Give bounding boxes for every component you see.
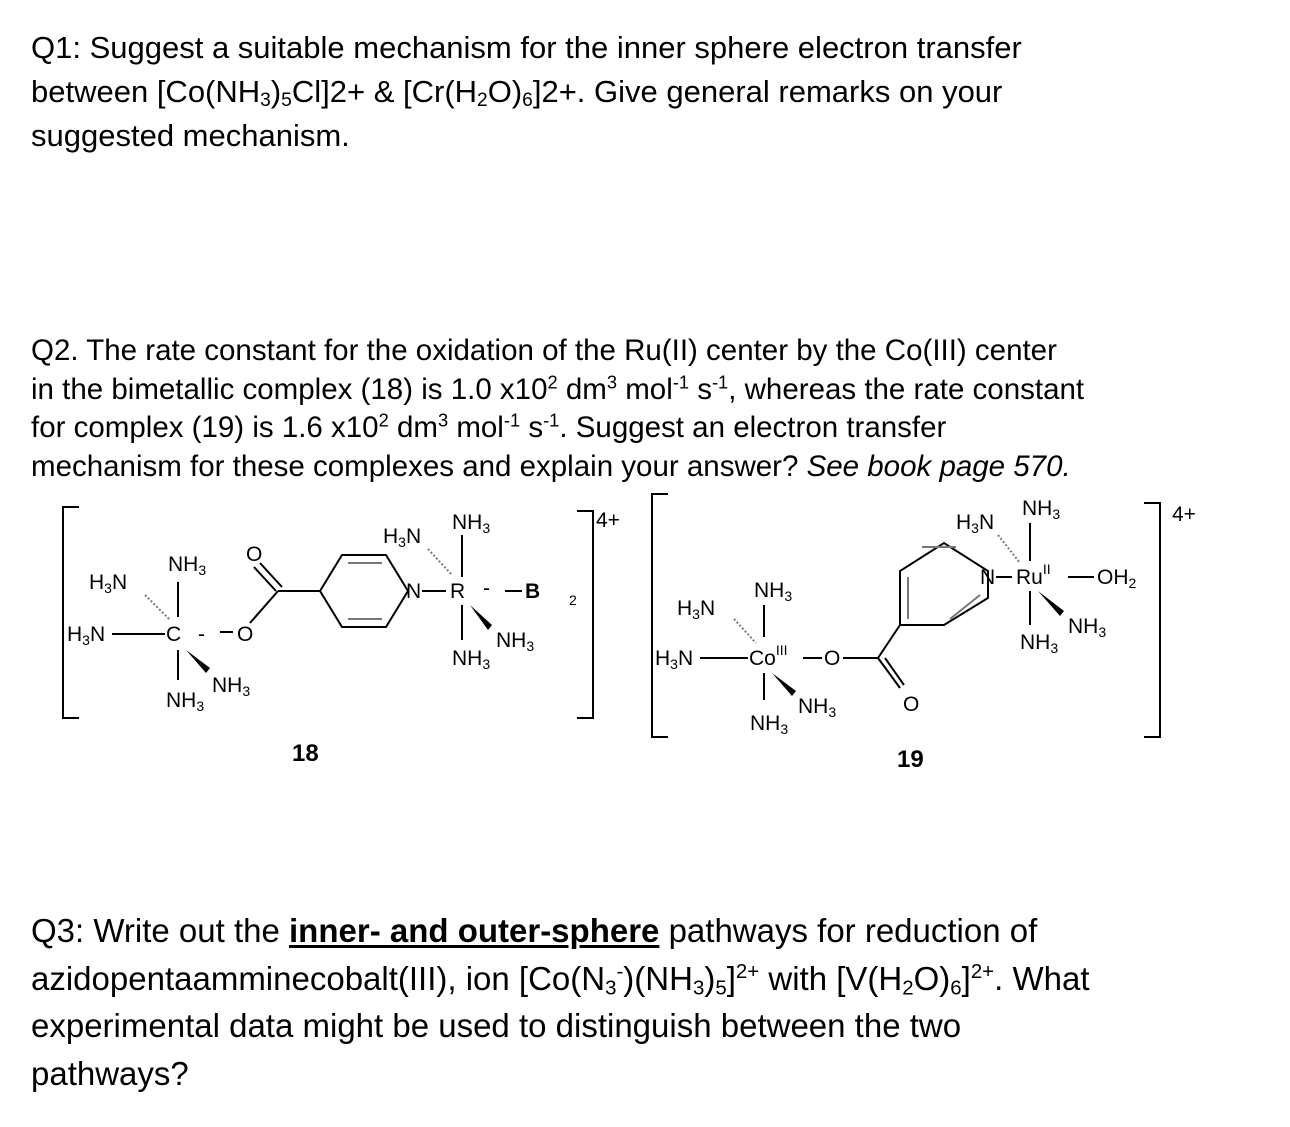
- q3-line-2: [31, 955, 1231, 1003]
- bond: [950, 595, 980, 619]
- complex-19-structure: [652, 494, 1196, 773]
- bracket-right-19: [1144, 503, 1160, 737]
- q1-text: Cl]2+ & [Cr(H: [291, 74, 478, 109]
- q3-superscript: 2+: [735, 959, 760, 983]
- q2-text: mechanism for these complexes and explain your answer?: [31, 449, 807, 483]
- q2-superscript: 2: [547, 370, 558, 392]
- q2-text: , whereas the rate constant: [728, 372, 1085, 406]
- question-3: [31, 907, 1231, 1097]
- q2-line-1: Q2. The rate constant for the oxidation of the Ru(II) center by the Co(III) center: [31, 334, 1057, 367]
- q3-text: pathways for reduction of: [659, 912, 1038, 949]
- bracket-right-18: [577, 511, 593, 718]
- q3-emphasis: inner- and outer-sphere: [289, 912, 660, 949]
- aqua-ligand-19: OH2: [1097, 566, 1137, 591]
- book-reference: See book page 570.: [806, 449, 1071, 483]
- oxygen-carbonyl-19: O: [903, 693, 920, 716]
- q3-line-1: [31, 907, 1231, 955]
- q1-subscript: 5: [281, 90, 292, 112]
- q2-superscript: -1: [672, 370, 690, 392]
- q2-text: dm: [388, 411, 438, 444]
- q1-subscript: 6: [522, 90, 533, 112]
- h3n-ru-19: H3N: [956, 511, 995, 536]
- q2-text: s: [689, 372, 712, 406]
- q3-superscript: 2+: [970, 959, 995, 983]
- q3-text: with [V(H: [759, 959, 903, 997]
- q2-text: s: [520, 411, 544, 444]
- q2-superscript: -1: [543, 409, 560, 431]
- q3-line-3: experimental data might be used to distinguish between the two: [31, 1007, 962, 1044]
- nh3-wedge-18: NH3: [212, 674, 251, 699]
- h3n-lower-18: H3N: [67, 623, 106, 648]
- bond: [260, 563, 282, 587]
- nh3-ru-wedge-19: NH3: [1068, 615, 1107, 640]
- q2-superscript: 3: [437, 409, 449, 431]
- q1-line-1: Q1: Suggest a suitable mechanism for the inner sphere electron transfer: [31, 30, 1022, 65]
- q1-text: O): [487, 74, 523, 109]
- complex-18-structure: [63, 507, 620, 767]
- wedge-bond: [772, 673, 796, 696]
- chemical-structures-figure: [0, 485, 1290, 785]
- q2-text: dm: [557, 372, 607, 406]
- q3-text: )(NH: [623, 959, 693, 997]
- q2-line-4: [31, 448, 1266, 487]
- q2-superscript: 3: [606, 370, 618, 392]
- nh3-bottom-19: NH3: [750, 712, 789, 737]
- ligand-b-18: B: [525, 580, 541, 603]
- bond-hashed: [145, 595, 170, 620]
- q2-text: in the bimetallic complex (18) is 1.0 x10: [31, 372, 548, 406]
- pyridine-ring-18: [320, 555, 408, 627]
- q2-line-3: [31, 409, 1266, 448]
- q3-subscript: 6: [950, 976, 962, 999]
- question-2: [31, 332, 1266, 486]
- bracket-left-18: [63, 507, 79, 718]
- bond-hashed: [734, 619, 756, 643]
- q3-text: Q3: Write out the: [31, 912, 290, 949]
- q3-line-4: pathways?: [31, 1054, 189, 1092]
- q3-text: . What: [994, 959, 1090, 997]
- h3n-ru-18: H3N: [383, 525, 422, 550]
- q2-superscript: 2: [378, 409, 389, 431]
- ruthenium-19: $Ru^{II}$: [1016, 561, 1051, 589]
- metal-left-18: C: [166, 623, 182, 646]
- nh3-ru-wedge-18: NH3: [496, 629, 535, 654]
- q1-line-3: suggested mechanism.: [31, 118, 350, 153]
- wedge-bond: [470, 605, 492, 630]
- bond: [878, 625, 900, 658]
- nh3-ru-top-18: NH3: [452, 511, 491, 536]
- metal-right-18: R: [450, 580, 466, 603]
- nitrogen-18: N: [406, 580, 422, 603]
- q1-subscript: 2: [477, 90, 488, 112]
- q2-text: . Suggest an electron transfer: [559, 411, 947, 444]
- complex-19-label: 19: [897, 746, 924, 773]
- pyridine-ring-19: [900, 543, 988, 625]
- h3n-lower-19: H3N: [655, 647, 694, 672]
- oxygen-ester-19: O: [824, 647, 841, 670]
- nh3-ru-bottom-18: NH3: [452, 647, 491, 672]
- subscript-18: 2: [569, 592, 577, 608]
- bond-hashed: [998, 535, 1020, 563]
- q3-text: azidopentaamminecobalt(III), ion [Co(N: [31, 959, 606, 997]
- q2-superscript: -1: [503, 409, 521, 431]
- q3-subscript: 2: [902, 976, 914, 999]
- q2-text: for complex (19) is 1.6 x10: [31, 411, 379, 444]
- q1-text: ): [270, 74, 282, 109]
- q2-text: mol: [617, 372, 673, 406]
- bond: [250, 591, 278, 623]
- q3-subscript: 3: [692, 976, 705, 999]
- h3n-upper-19: H3N: [677, 597, 716, 622]
- q2-text: mol: [448, 411, 504, 444]
- complex-18-label: 18: [292, 740, 319, 767]
- nh3-ru-top-19: NH3: [1022, 497, 1061, 522]
- q3-subscript: 3: [605, 976, 617, 999]
- q3-text: O): [913, 959, 951, 997]
- dash-18: -: [198, 623, 205, 646]
- wedge-bond: [186, 650, 210, 673]
- q1-text: between [Co(NH: [31, 74, 261, 109]
- h3n-upper-18: H3N: [89, 571, 128, 596]
- question-1: [31, 26, 1231, 158]
- nitrogen-19: N: [980, 566, 996, 589]
- q1-subscript: 3: [260, 90, 271, 112]
- nh3-ru-bottom-19: NH3: [1020, 631, 1059, 656]
- charge-18: 4+: [596, 509, 620, 532]
- charge-19: 4+: [1172, 503, 1196, 526]
- cobalt-19: $Co^{III}$: [749, 642, 788, 670]
- q2-line-2: [31, 371, 1266, 410]
- q3-text: ]: [961, 959, 971, 997]
- q3-superscript: -: [616, 959, 624, 983]
- dash-ru-18: -: [483, 577, 490, 600]
- q3-text: ]: [726, 959, 736, 997]
- wedge-bond: [1038, 591, 1064, 616]
- q3-text: ): [704, 959, 716, 997]
- q3-subscript: 5: [715, 976, 727, 999]
- bond: [254, 567, 276, 591]
- oxygen-carbonyl-18: O: [246, 543, 263, 566]
- bracket-left-19: [652, 494, 668, 737]
- bond-hashed: [428, 549, 452, 575]
- nh3-top-18: NH3: [168, 553, 207, 578]
- nh3-top-19: NH3: [754, 579, 793, 604]
- q1-text: ]2+. Give general remarks on your: [532, 74, 1003, 109]
- nh3-bottom-18: NH3: [166, 689, 205, 714]
- nh3-wedge-19: NH3: [798, 695, 837, 720]
- q2-superscript: -1: [711, 370, 729, 392]
- q1-line-2: [31, 70, 1231, 114]
- oxygen-ester-18: O: [237, 623, 254, 646]
